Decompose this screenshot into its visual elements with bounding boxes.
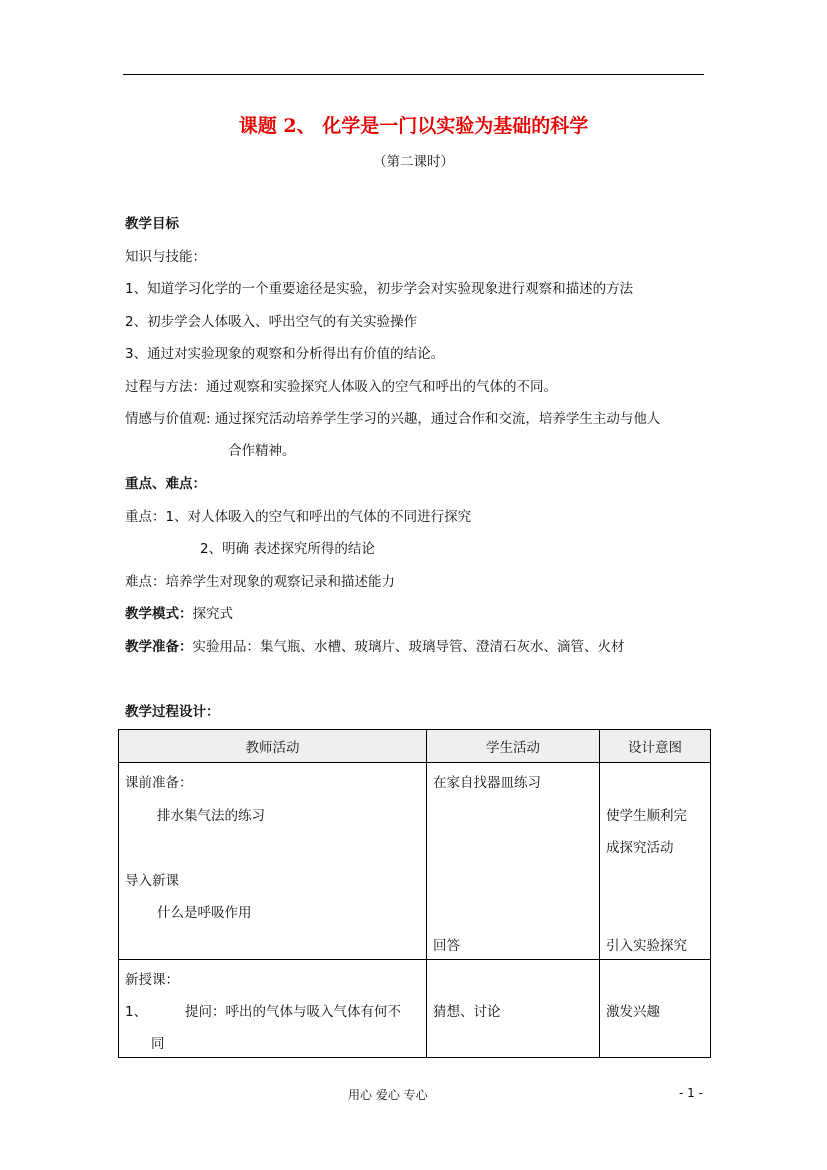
teacher-text: 提问：呼出的气体与吸入气体有何不 <box>185 1004 401 1020</box>
page-subtitle: （第二课时） <box>373 154 454 170</box>
process-heading: 教学过程设计： <box>125 704 220 720</box>
emotion-goal: 情感与价值观: 通过探究活动培养学生学习的兴趣，通过合作和交流，培养学生主动与他人 <box>125 411 661 427</box>
teaching-mode <box>125 604 233 624</box>
goal-item-2: 2、初步学会人体吸入、呼出空气的有关实验操作 <box>125 314 418 330</box>
teacher-cell <box>119 960 427 1058</box>
intent-cell <box>600 960 711 1058</box>
table-row <box>119 763 711 960</box>
student-text: 猜想、讨论 <box>433 1004 501 1020</box>
intent-text: 激发兴趣 <box>606 1004 660 1020</box>
student-text: 在家自找器皿练习 <box>433 775 541 791</box>
teaching-mode-value: 探究式 <box>192 606 233 622</box>
table-header-row <box>119 730 711 763</box>
goal-item-3: 3、通过对实验现象的观察和分析得出有价值的结论。 <box>125 346 445 362</box>
header-teacher: 教师活动 <box>119 730 427 763</box>
intent-cell <box>600 763 711 960</box>
key-point-2: 2、明确 表述探究所得的结论 <box>200 541 375 557</box>
difficulty: 难点：培养学生对现象的观察记录和描述能力 <box>125 574 395 590</box>
knowledge-label: 知识与技能： <box>125 249 206 265</box>
process-table <box>118 729 711 1058</box>
teaching-mode-label: 教学模式： <box>125 606 193 622</box>
header-rule <box>123 74 704 75</box>
teaching-prep-value: 实验用品：集气瓶、水槽、玻璃片、玻璃导管、澄清石灰水、滴管、火材 <box>192 639 625 655</box>
teacher-cell <box>119 763 427 960</box>
keypoints-heading: 重点、难点： <box>125 476 206 492</box>
page-number: - 1 - <box>679 1086 703 1100</box>
teacher-text: 同 <box>151 1036 165 1052</box>
process-goal: 过程与方法：通过观察和实验探究人体吸入的空气和呼出的气体的不同。 <box>125 379 557 395</box>
header-intent: 设计意图 <box>600 730 711 763</box>
emotion-goal-cont: 合作精神。 <box>228 443 296 459</box>
header-student: 学生活动 <box>427 730 600 763</box>
intent-text: 使学生顺利完 <box>606 808 687 824</box>
teacher-text: 1、 <box>125 1004 148 1020</box>
key-point-1: 重点：1、对人体吸入的空气和呼出的气体的不同进行探究 <box>125 509 472 525</box>
goal-item-1: 1、知道学习化学的一个重要途径是实验，初步学会对实验现象进行观察和描述的方法 <box>125 281 634 297</box>
page-title: 课题 2、 化学是一门以实验为基础的科学 <box>238 115 589 137</box>
student-cell <box>427 960 600 1058</box>
teacher-text: 课前准备： <box>125 775 193 791</box>
student-cell <box>427 763 600 960</box>
goals-heading: 教学目标 <box>125 216 179 232</box>
intent-text: 成探究活动 <box>606 840 674 856</box>
intent-text: 引入实验探究 <box>606 938 687 954</box>
table-row <box>119 960 711 1058</box>
teacher-text: 什么是呼吸作用 <box>157 905 252 921</box>
teacher-text: 导入新课 <box>125 873 179 889</box>
teacher-text: 排水集气法的练习 <box>157 808 265 824</box>
student-text: 回答 <box>433 938 460 954</box>
teaching-prep-label: 教学准备： <box>125 639 193 655</box>
teaching-prep <box>125 637 625 657</box>
footer-motto: 用心 爱心 专心 <box>348 1088 428 1102</box>
teacher-text: 新授课： <box>125 972 179 988</box>
